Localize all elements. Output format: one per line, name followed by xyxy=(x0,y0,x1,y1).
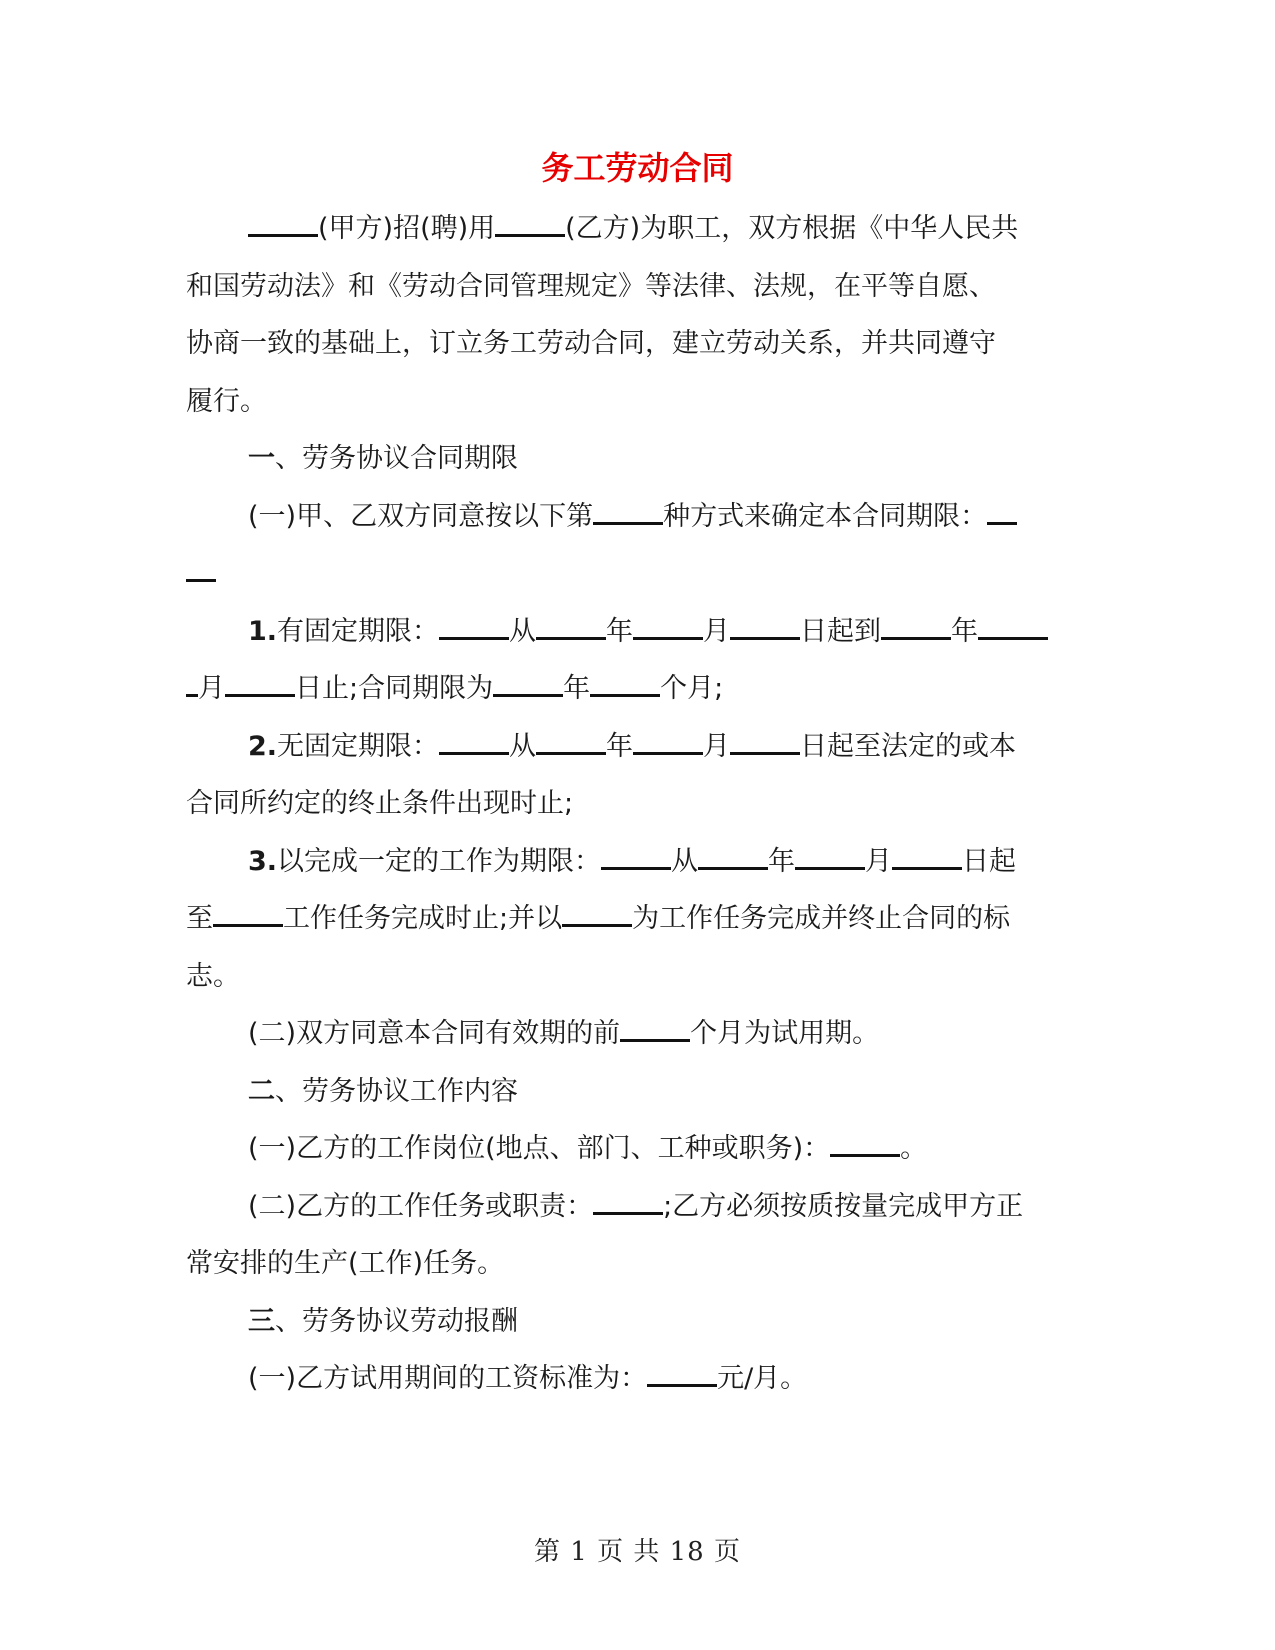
item-3-line-1: 3.以完成一定的工作为期限： 从 年 月 日起 xyxy=(186,833,1086,891)
blank xyxy=(439,727,509,755)
blank-method-a xyxy=(987,497,1017,525)
blank-party-a xyxy=(248,209,318,237)
item-3-line-2: 至 工作任务完成时止;并以 为工作任务完成并终止合同的标 xyxy=(186,890,1086,948)
blank xyxy=(562,899,632,927)
blank-probation-months xyxy=(620,1014,690,1042)
item-2-line-2: 合同所约定的终止条件出现时止; xyxy=(186,788,574,819)
blank xyxy=(730,727,800,755)
document-body xyxy=(186,200,1086,1408)
blank-method-number xyxy=(593,497,663,525)
blank-duties xyxy=(593,1187,663,1215)
section-1-p1: (一)甲、乙双方同意按以下第 种方式来确定本合同期限： xyxy=(186,488,1086,546)
section-1-p2: (二)双方同意本合同有效期的前 个月为试用期。 xyxy=(186,1005,1086,1063)
section-1-heading: 一、劳务协议合同期限 xyxy=(248,443,518,474)
blank-position xyxy=(830,1129,900,1157)
blank xyxy=(881,612,951,640)
section-3-p1: (一)乙方试用期间的工资标准为： 元/月。 xyxy=(186,1350,1086,1408)
intro-line-1: (甲方)招(聘)用 (乙方)为职工，双方根据《中华人民共 xyxy=(186,200,1086,258)
item-1-line-2: 月 日止;合同期限为 年 个月; xyxy=(186,660,1086,718)
blank xyxy=(536,612,606,640)
intro-line-2: 和国劳动法》和《劳动合同管理规定》等法律、法规，在平等自愿、 xyxy=(186,270,996,302)
blank xyxy=(795,842,865,870)
blank xyxy=(633,727,703,755)
blank xyxy=(536,727,606,755)
blank xyxy=(225,669,295,697)
blank xyxy=(493,669,563,697)
blank xyxy=(978,612,1048,640)
document-title: 务工劳动合同 xyxy=(541,149,734,187)
blank xyxy=(698,842,768,870)
blank-party-b xyxy=(495,209,565,237)
blank-probation-wage xyxy=(647,1359,717,1387)
item-1-line-1: 1.有固定期限： 从 年 月 日起到 年 xyxy=(186,603,1086,661)
blank xyxy=(892,842,962,870)
blank xyxy=(730,612,800,640)
blank xyxy=(439,612,509,640)
blank xyxy=(590,669,660,697)
section-2-p1: (一)乙方的工作岗位(地点、部门、工种或职务)： 。 xyxy=(186,1120,1086,1178)
blank xyxy=(213,899,283,927)
blank xyxy=(633,612,703,640)
section-2-p2-cont: 常安排的生产(工作)任务。 xyxy=(186,1248,505,1279)
intro-line-3: 协商一致的基础上，订立务工劳动合同，建立劳动关系，并共同遵守 xyxy=(186,328,996,359)
section-1-p1-cont xyxy=(186,545,1086,603)
item-2-line-1: 2.无固定期限： 从 年 月 日起至法定的或本 xyxy=(186,718,1086,776)
page-footer: 第 1 页 共 18 页 xyxy=(534,1537,741,1567)
blank xyxy=(186,669,198,697)
item-3-line-3: 志。 xyxy=(186,960,240,992)
blank xyxy=(601,842,671,870)
intro-line-4: 履行。 xyxy=(186,385,267,417)
blank-method-b xyxy=(186,554,216,582)
section-2-heading: 二、劳务协议工作内容 xyxy=(248,1075,518,1107)
section-3-heading: 三、劳务协议劳动报酬 xyxy=(248,1305,518,1337)
section-2-p2: (二)乙方的工作任务或职责： ;乙方必须按质按量完成甲方正 xyxy=(186,1178,1086,1236)
